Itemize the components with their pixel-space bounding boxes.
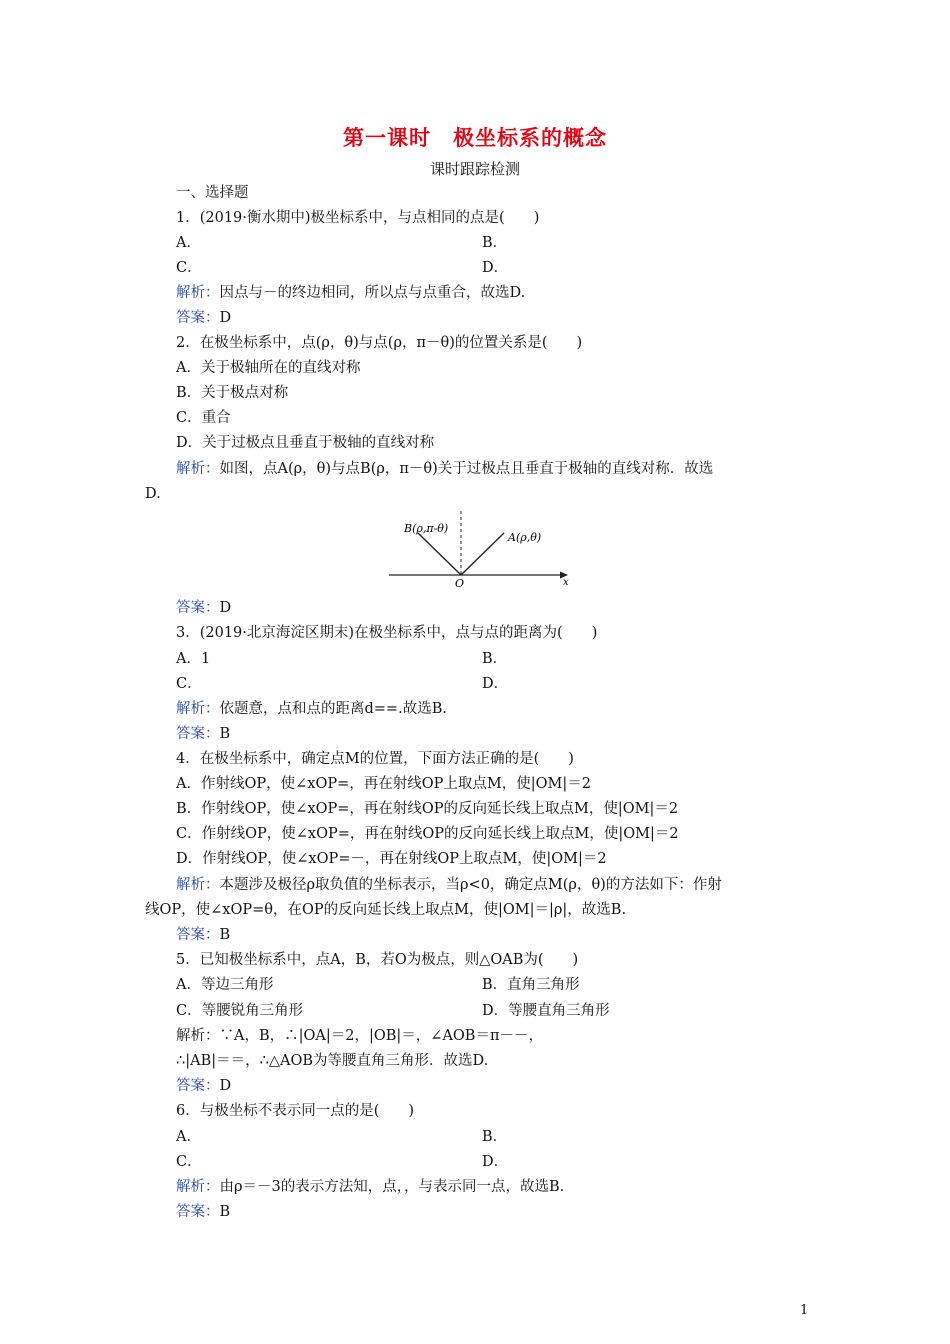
answer-label: 答案： <box>176 310 220 326</box>
answer-text: B <box>219 927 231 943</box>
q6-answer <box>176 1202 230 1222</box>
analysis-label: 解析： <box>176 285 220 301</box>
point-a-label: A(ρ,θ) <box>508 531 542 544</box>
q4-option-a: A．作射线OP，使∠xOP=，再在射线OP上取点M，使|OM|＝2 <box>176 776 591 792</box>
analysis-label: 解析： <box>176 877 220 893</box>
point-b-label: B(ρ,π-θ) <box>404 522 449 535</box>
origin-label: O <box>455 577 465 587</box>
q5-option-c: C．等腰锐角三角形 <box>176 1003 304 1019</box>
q4-stem: 4．在极坐标系中，确定点M的位置，下面方法正确的是( ) <box>176 751 574 767</box>
q6-analysis <box>176 1177 564 1197</box>
q3-analysis <box>176 699 447 719</box>
ray-ob <box>418 533 461 575</box>
analysis-label: 解析： <box>176 1028 220 1044</box>
q1-option-c: C． <box>176 260 202 276</box>
analysis-text: 如图，点A(ρ，θ)与点B(ρ，π－θ)关于过极点且垂直于极轴的直线对称．故选 <box>219 461 714 477</box>
q4-answer <box>176 925 230 945</box>
page-title: 第一课时 极坐标系的概念 <box>343 126 607 150</box>
answer-text: B <box>219 726 231 742</box>
q4-option-c: C．作射线OP，使∠xOP=，再在射线OP的反向延长线上取点M，使|OM|＝2 <box>176 826 679 842</box>
q4-analysis <box>176 875 722 895</box>
q2-answer <box>176 598 231 618</box>
q1-option-d: D． <box>482 260 509 276</box>
q6-option-d: D． <box>482 1154 509 1170</box>
analysis-text: 依题意，点和点的距离d==.故选B. <box>219 701 447 717</box>
section-heading: 一、选择题 <box>176 185 249 201</box>
answer-label: 答案： <box>176 726 220 742</box>
q1-analysis <box>176 283 525 303</box>
q6-option-a: A． <box>176 1129 201 1145</box>
answer-text: D <box>219 310 232 326</box>
q5-option-b: B．直角三角形 <box>482 977 580 993</box>
q2-option-c: C．重合 <box>176 410 231 426</box>
ray-oa <box>461 533 504 575</box>
q4-analysis-cont: 线OP，使∠xOP=θ，在OP的反向延长线上取点M，使|OM|＝|ρ|，故选B. <box>145 902 627 918</box>
q2-option-b: B．关于极点对称 <box>176 385 289 401</box>
q2-stem: 2．在极坐标系中，点(ρ，θ)与点(ρ，π－θ)的位置关系是( ) <box>176 335 583 351</box>
q5-option-a: A．等边三角形 <box>176 977 274 993</box>
q5-stem: 5．已知极坐标系中，点A，B，若O为极点，则△OAB为( ) <box>176 952 579 968</box>
q5-analysis <box>176 1026 543 1046</box>
q5-analysis-cont: ∴|AB|＝＝，∴△AOB为等腰直角三角形．故选D. <box>176 1053 489 1069</box>
answer-text: D <box>219 600 232 616</box>
answer-text: D <box>219 1078 232 1094</box>
analysis-text: ∵A，B，∴|OA|＝2，|OB|＝，∠AOB＝π－－， <box>219 1028 543 1044</box>
analysis-label: 解析： <box>176 1179 220 1195</box>
q5-option-d: D．等腰直角三角形 <box>482 1003 610 1019</box>
q1-stem: 1．(2019·衡水期中)极坐标系中，与点相同的点是( ) <box>176 210 540 226</box>
q6-option-b: B． <box>482 1129 508 1145</box>
q4-option-b: B．作射线OP，使∠xOP=，再在射线OP的反向延长线上取点M，使|OM|＝2 <box>176 801 679 817</box>
q3-option-b: B． <box>482 651 508 667</box>
q3-option-c: C． <box>176 676 202 692</box>
q2-analysis-cont: D. <box>145 486 161 502</box>
q6-option-c: C． <box>176 1154 202 1170</box>
q1-option-a: A． <box>176 235 201 251</box>
q6-stem: 6．与极坐标不表示同一点的是( ) <box>176 1103 415 1119</box>
answer-text: B <box>219 1204 231 1220</box>
answer-label: 答案： <box>176 927 220 943</box>
q3-option-a: A．1 <box>176 651 211 667</box>
polar-symmetry-figure <box>384 507 570 587</box>
q1-option-b: B． <box>482 235 508 251</box>
q1-answer <box>176 308 231 328</box>
q3-answer <box>176 724 230 744</box>
page-number: 1 <box>800 1303 809 1318</box>
q2-option-d: D．关于过极点且垂直于极轴的直线对称 <box>176 435 435 451</box>
answer-label: 答案： <box>176 600 220 616</box>
q4-option-d: D．作射线OP，使∠xOP=－，再在射线OP上取点M，使|OM|＝2 <box>176 851 607 867</box>
analysis-text: 因点与－的终边相同，所以点与点重合，故选D. <box>219 285 526 301</box>
x-axis-label: x <box>563 577 569 587</box>
analysis-text: 本题涉及极径ρ取负值的坐标表示，当ρ<0，确定点M(ρ，θ)的方法如下：作射 <box>219 877 722 893</box>
q2-analysis <box>176 459 713 479</box>
q3-option-d: D． <box>482 676 509 692</box>
analysis-text: 由ρ＝－3的表示方法知，点，，与表示同一点，故选B. <box>219 1179 565 1195</box>
answer-label: 答案： <box>176 1204 220 1220</box>
analysis-label: 解析： <box>176 461 220 477</box>
q5-answer <box>176 1076 231 1096</box>
analysis-label: 解析： <box>176 701 220 717</box>
answer-label: 答案： <box>176 1078 220 1094</box>
page-subtitle: 课时跟踪检测 <box>429 160 520 178</box>
q3-stem: 3．(2019·北京海淀区期末)在极坐标系中，点与点的距离为( ) <box>176 625 598 641</box>
q2-option-a: A．关于极轴所在的直线对称 <box>176 360 361 376</box>
